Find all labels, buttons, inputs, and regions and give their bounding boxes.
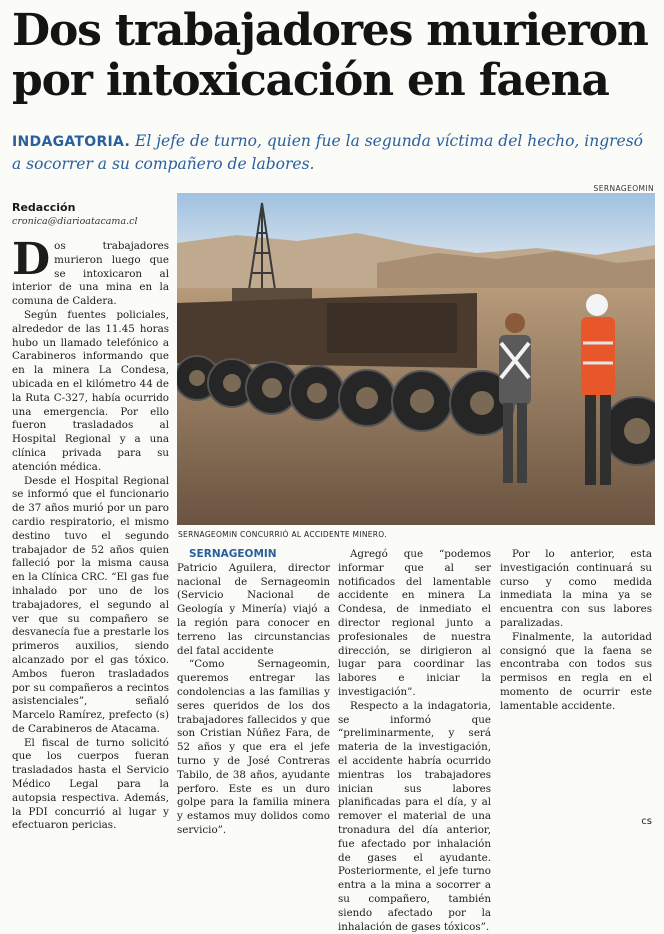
paragraph-5: Patricio Aguilera, director nacional de Sernageomin (Servicio Nacional de Geología y Minería) viajó a la región para conocer en terreno las circunstancias del fatal accidente — [177, 561, 330, 657]
deck-kicker: INDAGATORIA. — [12, 134, 131, 150]
paragraph-10: Finalmente, la autoridad consignó que la faena se encontraba con todos sus permisos en regla en el momento de ocurrir este lamentable accidente. — [500, 630, 652, 712]
photo-credit: SERNAGEOMIN — [593, 184, 654, 193]
paragraph-7: Agregó que “podemos informar que al ser notificados del lamentable accidente en minera La Condesa, de inmediato el director regional junto a profesionales de nuestra dirección, se dirigieron al lugar para coordinar las labores e iniciar la investigación”. — [338, 548, 491, 698]
paragraph-6: “Como Sernageomin, queremos entregar las condolencias a las familias y seres queridos de los dos trabajadores fallecidos y que son Cristian Núñez Fara, de 52 años y que era el jefe turno y de José Contreras Tabilo, de 38 años, ayudante perforo. Este es un duro golpe para la familia minera y estamos muy dolidos como servicio”. — [177, 658, 330, 836]
byline-email: cronica@diarioatacama.cl — [12, 216, 138, 227]
paragraph-4: El fiscal de turno solicitó que los cuerpos fueran trasladados hasta el Servicio Médico Legal para la autopsia respectiva. Además, la PDI concurrió al lugar y efectuaron pericias. — [12, 736, 169, 832]
photo-caption: SERNAGEOMIN CONCURRIÓ AL ACCIDENTE MINERO. — [178, 530, 387, 539]
headline: Dos trabajadores murieron por intoxicación en faena — [12, 5, 648, 106]
dropcap: D — [12, 234, 51, 285]
article-column-3 — [338, 548, 491, 934]
article-column-2 — [177, 548, 330, 838]
byline-name: Redacción — [12, 201, 76, 214]
deck — [12, 130, 652, 175]
deck-text: El jefe de turno, quien fue la segunda víctima del hecho, ingresó a socorrer a su compañero de labores. — [12, 132, 643, 173]
article-column-1 — [12, 234, 169, 833]
paragraph-2: Según fuentes policiales, alrededor de las 11.45 horas hubo un llamado telefónico a Carabineros informando que en la minera La Condesa, ubicada en el kilómetro 44 de la Ruta C-327, había ocurrido una emergencia. Por ello fueron trasladados al Hospital Regional y a una clínica privada para su atención médica. — [12, 308, 169, 473]
paragraph-8: Respecto a la indagatoria, se informó que “preliminarmente, y será materia de la investigación, el accidente habría ocurrido mientras los trabajadores inician sus labores planificadas para el día, y al remover el material de una tronadura del día anterior, fue afectado por inhalación de gases el ayudante. Posteriormente, el jefe turno entra a la mina a socorrer a su compañero, también siendo afectado por la inhalación de gases tóxicos”. — [338, 699, 491, 933]
subhead: SERNAGEOMIN — [189, 548, 277, 560]
paragraph-9: Por lo anterior, esta investigación continuará su curso y como medida inmediata la mina ya se encuentra con sus labores paralizadas. — [500, 548, 652, 629]
paragraph-1: Dos trabajadores murieron luego que se intoxicaron al interior de una mina en la comuna de Caldera. — [12, 234, 169, 308]
end-mark: cs — [641, 816, 652, 827]
article-photo — [177, 193, 655, 525]
paragraph-3: Desde el Hospital Regional se informó que el funcionario de 37 años murió por un paro cardio respiratorio, el mismo destino tuvo el segundo trabajador de 52 años quien falleció por la misma causa en la Clínica CRC. “El gas fue inhalado por uno de los trabajadores, el segundo al ver que su compañero se desvanecía fue a prestarle los primeros auxilios, siendo alcanzado por el gas tóxico. Ambos fueron trasladados por su compañeros a recintos asistenciales”, señaló Marcelo Ramírez, prefecto (s) de Carabineros de Atacama. — [12, 474, 169, 735]
article-column-4 — [500, 548, 652, 714]
